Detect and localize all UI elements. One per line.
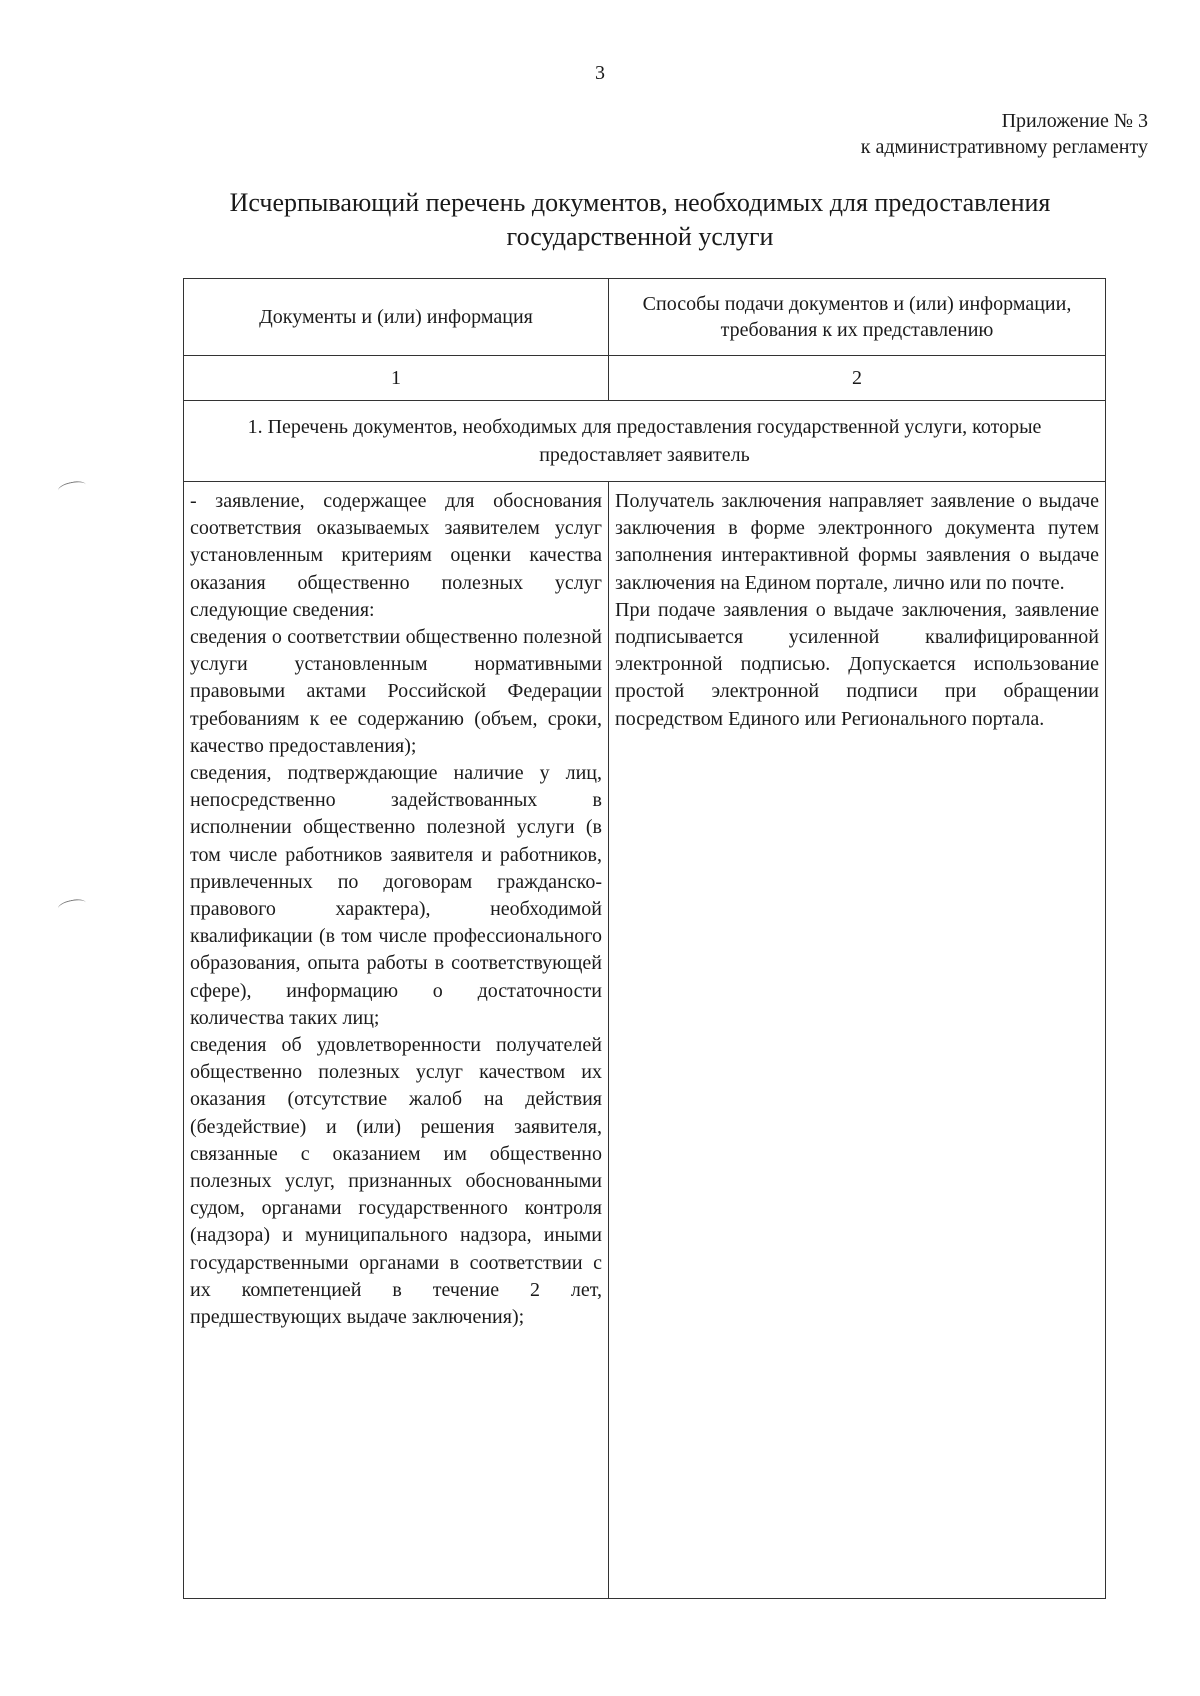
column-number-row [184, 356, 1106, 401]
table-row [184, 482, 1106, 1599]
page-number: 3 [595, 62, 605, 84]
appendix-label [861, 108, 1148, 160]
appendix-line-1: Приложение № 3 [1001, 110, 1148, 132]
document-title: Исчерпывающий перечень документов, необходимых для предоставления государственной услуги [229, 188, 1051, 251]
section-row [184, 401, 1106, 482]
scan-mark [57, 479, 87, 496]
documents-cell [184, 482, 609, 1599]
submission-methods-cell [609, 482, 1106, 1599]
table-header-row [184, 279, 1106, 356]
paragraph: сведения, подтверждающие наличие у лиц, непосредственно задействованных в исполнении общественно полезной услуги (в том числе работников заявителя и работников, привлеченных по договорам гражданско-правового характера), необходимой квалификации (в том числе профессионального образования, опыта работы в соответствующей сфере), информацию о достаточности количества таких лиц; [190, 762, 602, 1029]
paragraph: Получатель заключения направляет заявление о выдаче заключения в форме электронного документа путем заполнения интерактивной формы заявления о выдаче заключения на Едином портале, лично или по почте. [615, 490, 1099, 594]
documents-table [183, 278, 1106, 1599]
section-title: 1. Перечень документов, необходимых для предоставления государственной услуги, которые предоставляет заявитель [184, 401, 1106, 482]
scan-mark [57, 897, 87, 914]
table-header-cell: Документы и (или) информация [184, 279, 609, 356]
table-header-cell: Способы подачи документов и (или) информации, требования к их представлению [609, 279, 1106, 356]
column-number-cell: 2 [609, 356, 1106, 401]
paragraph: При подаче заявления о выдаче заключения, заявление подписывается усиленной квалифицированной электронной подписью. Допускается использование простой электронной подписи при обращении посредством Единого или Регионального портала. [615, 598, 1099, 730]
paragraph: сведения об удовлетворенности получателей общественно полезных услуг качеством их оказания (отсутствие жалоб на действия (бездействие) и (или) решения заявителя, связанные с оказанием им общественно полезных услуг, признанных обоснованными судом, органами государственного контроля (надзора) и муниципального надзора, иными государственными органами в соответствии с их компетенцией в течение 2 лет, предшествующих выдаче заключения); [190, 1034, 602, 1329]
paragraph: сведения о соответствии общественно полезной услуги установленным нормативными правовыми актами Российской Федерации требованиям к ее содержанию (объем, сроки, качество предоставления); [190, 626, 602, 757]
appendix-line-2: к административному регламенту [860, 136, 1148, 158]
paragraph: - заявление, содержащее для обоснования соответствия оказываемых заявителем услуг установленным критериям оценки качества оказания общественно полезных услуг следующие сведения: [190, 490, 602, 621]
column-number-cell: 1 [184, 356, 609, 401]
